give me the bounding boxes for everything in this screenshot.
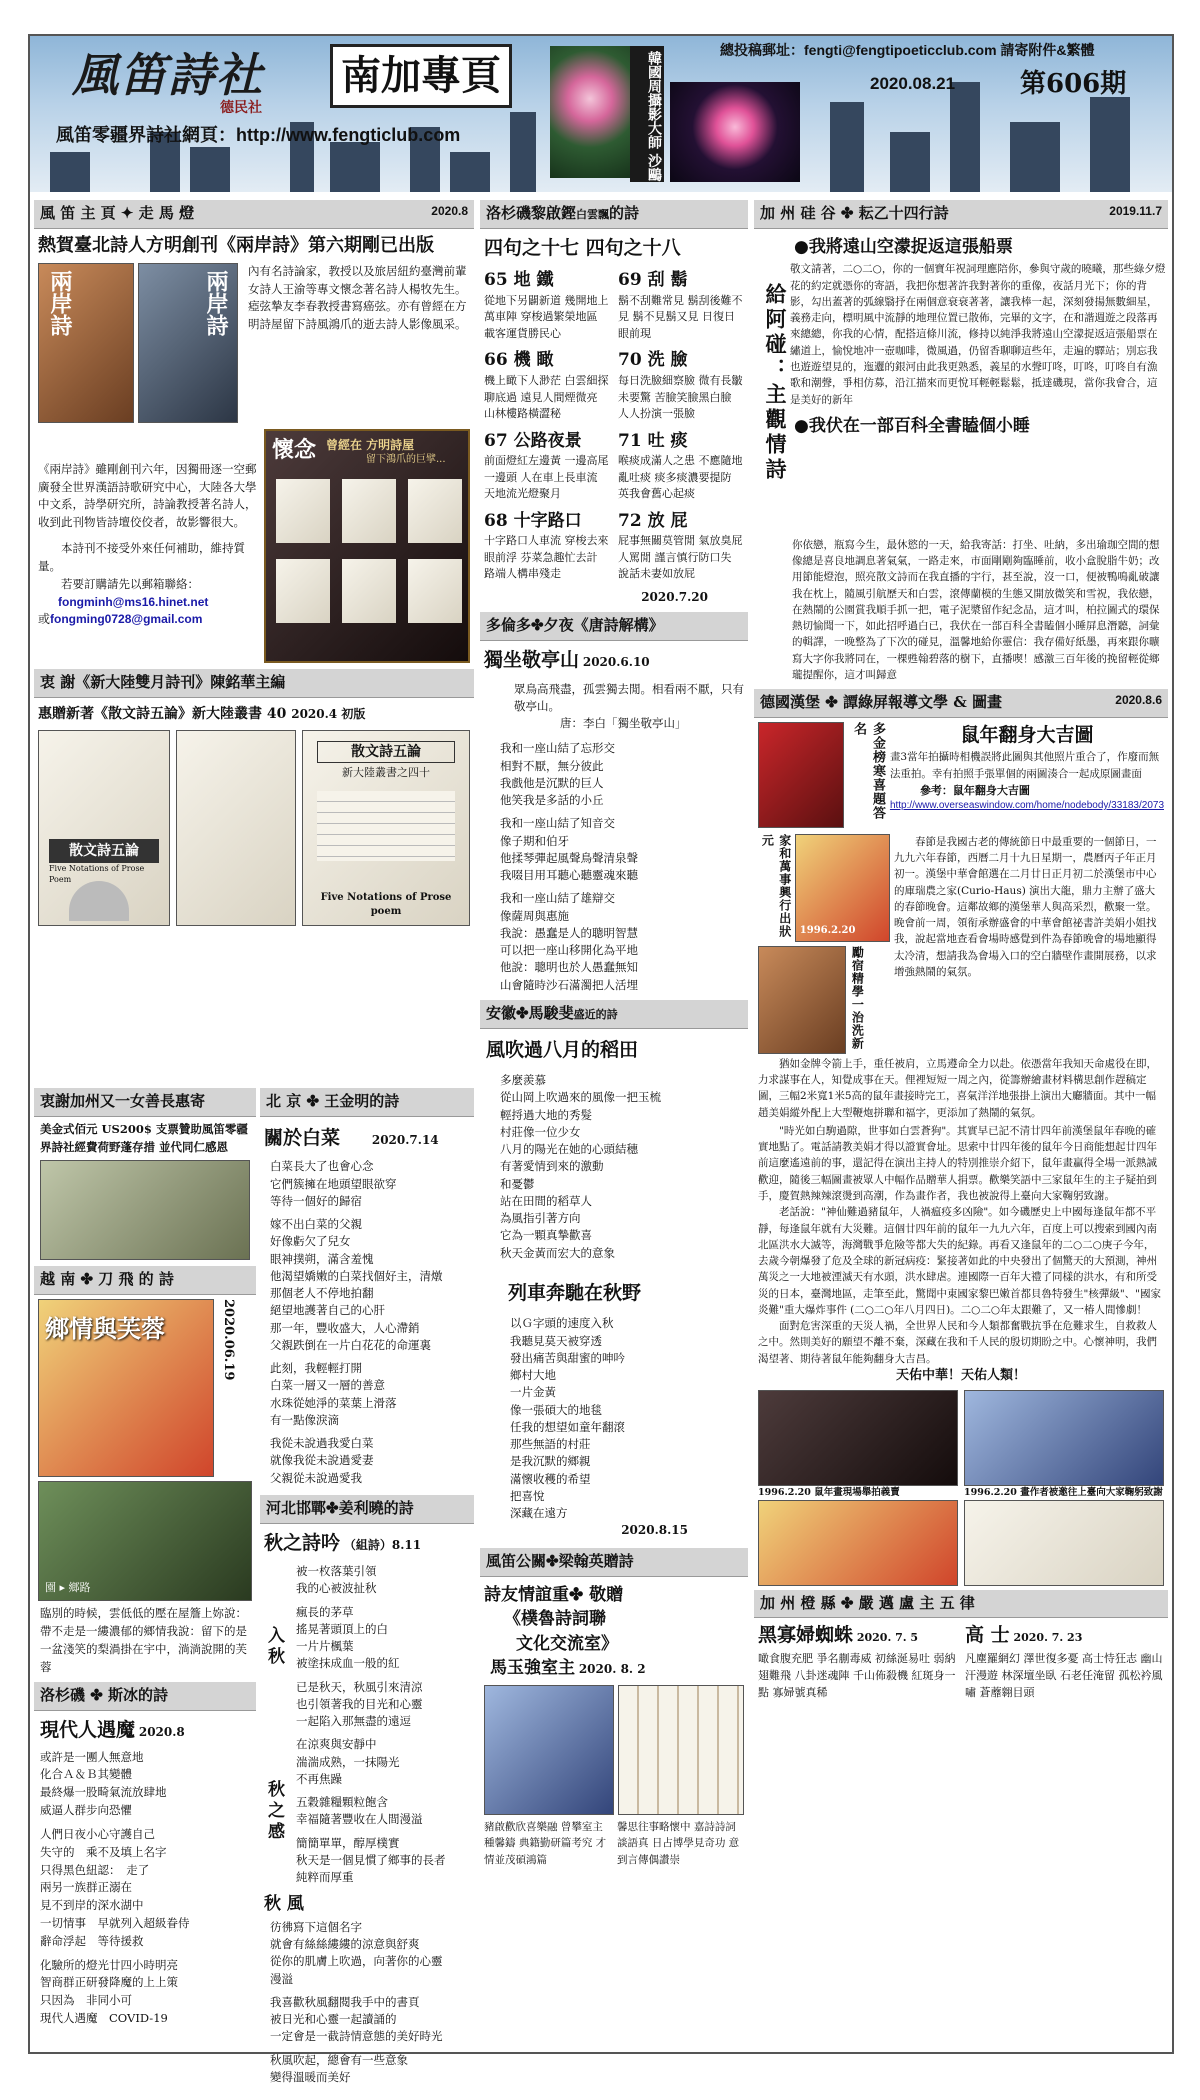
poem-line: 被塗抹成血一般的紅 — [296, 1656, 400, 1671]
poem-line: 彷彿寫下這個名字 — [270, 1919, 362, 1934]
quatrain-title: 70 洗 臉 — [618, 350, 688, 371]
poem-line: 像薩周與惠施 — [500, 908, 569, 923]
poem-line: 鄉村大地 — [510, 1368, 556, 1383]
poem-line: 辭命浮起 等待援救 — [40, 1933, 144, 1948]
quatrain-body: 每日洗臉細察臉 微有長皺未要驚 苦臉笑臉黑白臉 人人扮演一張臉 — [618, 374, 743, 421]
gift-photo — [484, 1685, 614, 1815]
poem-photo: 鄉情與芙蓉 — [38, 1299, 214, 1477]
reference-link[interactable]: http://www.overseaswindow.com/home/nodebody/33183/2073 — [889, 800, 1164, 812]
section-bar: 風笛公關✤梁翰英贈詩 — [480, 1548, 748, 1577]
poem-line: 像子期和伯牙 — [500, 833, 569, 848]
poem-line: 人們日夜小心守護自己 — [40, 1826, 155, 1841]
poem-body — [480, 740, 748, 994]
poem-title: 關於白菜 2020.7.14 — [264, 1126, 439, 1149]
poem-line: 他渴望嬌嫩的白菜找個好主，清燉 — [270, 1268, 443, 1283]
quatrain-body: 十字路口人車流 穿梭去來眼前浮 芬菜急趣忙去計 路端人構串殘走 — [484, 534, 609, 581]
poem-line: 一片片楓葉 — [296, 1639, 354, 1654]
submission-email[interactable]: 總投稿郵址：fengti@fengtipoeticclub.com 請寄附件&繁體 — [720, 42, 1095, 58]
poem-line: 一起陷入那無盡的遠逗 — [296, 1714, 411, 1729]
poem-line: 兩另一族群正溺在 — [40, 1880, 132, 1895]
event-photo-4 — [964, 1500, 1164, 1586]
poem-quote-source: 唐：李白「獨坐敬亭山」 — [560, 716, 687, 731]
poem-line: 它為一顆真摯歡喜 — [500, 1228, 592, 1243]
quatrain-body: 機上瞰下人渺茫 白雲細探聊底過 遠見人間煙微亮 山林樓路橫澀秘 — [484, 374, 609, 421]
article-intro: 內有名詩論家，教授以及旅居紐約臺灣前輩女詩人王渝等專文懷念著名詩人楊牧先生。瘂弦摯友李春教授書寫癌弦。亦有曾經在方明詩屋留下詩風鴻爪的逝去詩人影像風采。 — [248, 263, 467, 332]
poem-line: 在涼爽與安靜中 — [296, 1737, 377, 1752]
poem-line: 或許是一團人無意地 — [40, 1749, 144, 1764]
issue-date: 2020.08.21 — [870, 74, 956, 93]
poem-line: 嫁不出白菜的父親 — [270, 1217, 362, 1232]
section-bar: 加 州 橙 縣 ✤ 嚴 邁 盧 主 五 律 — [754, 1590, 1168, 1619]
issue-number: 第606期 — [1020, 69, 1127, 99]
magazine-cover-photo: 兩岸詩 — [38, 263, 134, 423]
painting-photo-3 — [758, 946, 846, 1054]
poem-line: 湍湍成熟，一抹陽光 — [296, 1754, 400, 1769]
painting-photo — [758, 722, 844, 828]
logo-sub: 德民社 — [220, 100, 262, 116]
poem-line: 見不到岸的深水湖中 — [40, 1898, 144, 1913]
article-intro: 畫3當年拍攝時相機誤將此圖與其他照片重合了，作廢而無法重拍。幸有拍照手張單個的兩圖湊合一起成原圖畫面 — [889, 751, 1160, 780]
section-bar: 德國漢堡 ✤ 譚綠屏報導文學 & 圖畫 2020.8.6 — [754, 689, 1168, 718]
quatrain — [484, 429, 610, 503]
poem-line: 純粹而厚重 — [296, 1870, 354, 1885]
quatrain-title: 69 刮 鬍 — [618, 270, 688, 291]
poem-line: 八月的陽光在她的心頭結穗 — [500, 1142, 638, 1157]
poem-line: 也引領著我的目光和心靈 — [296, 1696, 423, 1711]
event-caption: 1996.2.20 鼠年畫現場舉拍義賣 — [758, 1486, 900, 1498]
poem-line: 五穀雜糧顆粒飽含 — [296, 1795, 388, 1810]
poem-series-title: 四句之十七 四句之十八 — [484, 236, 681, 259]
poem-body — [480, 1315, 748, 1522]
poem-title: 黑寡婦蜘蛛 — [758, 1624, 854, 1647]
poem-body: 凡塵羅網幻 澤世復多憂 高士恃狂志 幽山汗漫遊 林深壇坐臥 石老任淹留 孤松衿風嘯 蒼蘼翱目頭 — [965, 1651, 1163, 1699]
poem-body — [480, 1072, 748, 1262]
column-middle — [480, 200, 748, 1872]
quatrain-title: 68 十字路口 — [484, 510, 582, 531]
quatrain-title: 72 放 屁 — [618, 510, 688, 531]
email-link-2[interactable]: fongming0728@gmail.com — [50, 611, 203, 626]
column-left-mid — [260, 1088, 474, 2086]
poem-line: 被一枚落葉引領 — [296, 1564, 377, 1579]
poem-line: 以Ｇ字頭的速度入秋 — [510, 1316, 614, 1331]
poem-date: 2020.06.19 — [220, 1299, 236, 1381]
vertical-caption: 勵宿精學一治洗新 — [850, 945, 865, 1050]
poem-line: 絕望地護著自己的心肝 — [270, 1303, 385, 1318]
gift-title-2: 《樸魯詩詞聯 — [504, 1609, 606, 1630]
section-bar: 河北邯鄲✤姜利曉的詩 — [260, 1495, 474, 1524]
section-bar: 安徽✤馬駿斐盛近的詩 — [480, 1000, 748, 1029]
poem-line: 漫溢 — [270, 1971, 293, 1986]
poem-title: ●我伏在一部百科全書瞌個小睡 — [794, 415, 1030, 436]
vertical-caption: 家和萬事興行出狀元 — [760, 833, 792, 938]
event-photo-3 — [964, 1390, 1164, 1486]
poem-line: 我的心被波扯秋 — [296, 1581, 377, 1596]
poem-line: 多麼羨慕 — [500, 1073, 546, 1088]
website-url[interactable]: 風笛零疆界詩社網頁：http://www.fengticlub.com — [56, 125, 461, 145]
part-title: 秋之感 — [264, 1779, 284, 1843]
poem-line: 不再焦躁 — [296, 1771, 342, 1786]
section-bar: 越 南 ✤ 刀 飛 的 詩 — [34, 1266, 256, 1295]
poem-line: 他說：聰明也於人愚蠢無知 — [500, 960, 638, 975]
section-bar: 北 京 ✤ 王金明的詩 — [260, 1088, 474, 1117]
poem-line: 有著愛情到來的激動 — [500, 1159, 604, 1174]
event-caption: 1996.2.20 畫作者被邀往上臺向大家鞠躬致謝 — [964, 1486, 1163, 1498]
poem-line: 瘋長的茅草 — [296, 1604, 354, 1619]
quatrain — [618, 509, 744, 583]
gift-verse-2: 馨思往事略懷中 嘉詩詩詞談語真 日占博學見奇功 意到言傳偶讚崇 — [617, 1821, 740, 1866]
poem-line: 此刻，我輕輕打開 — [270, 1361, 362, 1376]
section-bar: 衷 謝《新大陸雙月詩刊》陳銘華主編 — [34, 669, 474, 698]
poem-line: 只因為 非同小可 — [40, 1993, 132, 2008]
article-body: 猶如金牌令箭上手，重任被肩，立馬遵命全力以赴。依憑當年我知天命處役在即，力求謀事在人，知覺成事在天。俚裡短短一周之內，從籌辦繪畫材料構思創作趕稿定圖，三幅2米寬1米5高的鼠年畫接時完工，喜氣洋洋地張掛上演出大廳牆面。其中一幅趙美娟縱外配上大型鞭炮拼聯和福字，更添加了熱鬧的氣氛。 — [758, 1057, 1157, 1119]
poem-line: 把喜悅 — [510, 1488, 545, 1503]
poem-title: 獨坐敬亭山 2020.6.10 — [484, 649, 650, 671]
article-title: 熱賀臺北詩人方明創刊《兩岸詩》第六期剛已出版 — [38, 234, 434, 256]
poem-line: 我和一座山結了知音交 — [500, 816, 615, 831]
section-bar: 多倫多✤夕夜《唐詩解構》 — [480, 612, 748, 641]
quatrain — [618, 429, 744, 503]
poem-line: 可以把一座山移開化為平地 — [500, 943, 638, 958]
magazine-cover-photo-2: 兩岸詩 — [138, 263, 238, 423]
article-title: 惠贈新著《散文詩五論》新大陸叢書 40 2020.4 初版 — [38, 705, 366, 722]
column-right: 加 州 硅 谷 ✤ 耘乙十四行詩 2019.11.7 給阿碰：主觀情詩 ●我將遠山空濛捉返這張船票 敬文請著，二○二○，你的一個寶年祝詞理應陪你，參與守歲的曉曦，那些綠夕燈花的約定就憑你的寄語，我把你想著許我對著你的重像，夜話月光下；你的背影，勾出蓋著的弧線翳抒在兩個意衰衰著著，讓我棒一起，深刻發揚無數細星，義務走向，標明風中流靜的地理位置已散佈，完畢的文字，在和諧週遊之段落再來總總，你我的心情，配搭這條川流，修持以純淨我將遠山空濛捉返這張船票在繡道上，愉悅地冲一壺咖啡，微風過，仍留香聊聊這些年，走遍的驛站；別忘我也遊遊望見的，迤邐的銀河由此我更熟悉，義星的水聲叮咚，叮咚，叮咚自有漁歌和潮聲，爭相仿募，沿江描來而更悅耳輕輕鬆鬆，抵達磯現，當你我會合，這是美好的新年 ●我伏在一部百科全書瞌個小睡 你依戀，瓶寫今生，最休慾的一天，給我寄話：打坐、吐納，多出瑜珈空間的想像總是喜良地調息著氣氣，一路走來，市面剛剛夠臨睡前，收小盒脫脂牛奶；改用節能燈泡，照亮散文詩而在我直播的宇行，甚至說，沒一口，便被鴨鳴亂破讓我在枕上，隨風引航歷天和白雲，滾傳蘭模的生態又開放微笑和雪祝，我依戀，在熱鬧的公園賞我順手抓一把，電子泥漿留作紀念品，這才叫，柏拉圖式的環保熱切愉聞一下，如此招呼過白已，我伏在一部百科全書瞌個小睡屏息潛聽，詞彙的輯譯，一晚整為了下次的碰見，溫馨地給你靈信：我存備好紙墨，再來跟你曠寫大字你我將同在，一棵甦翰碧落的樹下，直播喫！感激三百年後的挽留輕從鄉瓏提醒你，這才叫歸意 德國漢堡 ✤ 譚綠屏報導文學 & 圖畫 2020.8.6 多金榜寒喜題答名 鼠年翻身大吉圖 畫3當年拍攝時相機誤將此圖與其他照片重合了，作廢而無法重拍。幸有拍照手張單個的兩圖湊合一起成原圖畫面 參考：鼠年翻身大吉圖 http://www.overseaswindow.com/home/nodebody/33183/2073 家和萬事興行出狀元 1996.2.20 勵宿精學一治洗新 春節是我國古老的傳統節日中最重要的一個節日，一九九六年春節，西曆二月十九日星期一，農曆丙子年正月初一。漢堡中華會館選在二月廿日正月初二於漢堡市中心的庫瑞農之家(Curio-Haus) 演出大龍，鼎力主辦了盛大的春節晚會。這鄰故鄉的漢堡華人與高采烈，歡聚一堂。晚會前一周，領衔承辦盛會的中華會館祕書許美娟小姐找我，說起當地查看會場時感覺到件為春節晚會的場地顯得太冷清，想請我為會場入口的空白牆壁作畫開展務，以求增強熱鬧的氣氛。 猶如金牌令箭上手，重任被肩，立馬遵命全力以赴。依憑當年我知天命處役在即，力求謀事在人，知覺成事在天。俚裡短短一周之內，從籌辦繪畫材料構思創作趕稿定圖，三幅2米寬1米5高的鼠年畫接時完工，喜氣洋洋地張掛上演出大廳牆面。其中一幅趙美娟縱外配上大型鞭炮拼聯和福字，更添加了熱鬧的氣氛。 "時光如白駒過隙，世事如白雲蒼狗"。其實早已記不清廿四年前漢堡鼠年春晚的確實地點了。電話請教美娟才得以證實會址。思索中廿四年後的鼠年今日商能想起廿四年前這麼遙遠前的事，還記得在演出主持人的特別推崇介紹下，鼠年畫贏得全場一派熱誠歡迎，隨後三幅圖畫被眾人中幅作品贈華人捐票。歡樂笑語中三家鼠年生的主子疑拍到手，慶賀熱辣辣滾燙到高潮，作為畫作者，我也被說得上臺向大家鞠躬致謝。 老話說："神仙難過豬鼠年，人禍瘟疫多凶險"。如今磯歷史上中國每逢鼠年都不平靜，每逢鼠年就有大災難。這個廿四年前的鼠年一九九六年，百度上可以搜索到國內南北區洪水大滅等，海灣戰爭危險等都大失的紀錄。再看又逢鼠年的二○二○庚子今年，去歲今朝爆發了危及全球的新冠病疫：緊接著如此的中央發出了個驚天的大預測，神州萬災之一大地被湮滅天有水頭，洪水肆虐。連國際一百年大禮了同樣的洪水，有和所受災的日本，臺灣地區，走筆至此，驚聞中東國家黎巴嫩首都貝魯特發生"核彈級"、"國家炎難"重大爆炸事件 (二○二○年八月四日)。二○二○年太跟難了，又一椿人間慘劇！ 面對危害深重的天災人禍，全世界人民和今人類都奮戰抗爭在危難求生，自救救人之中。然則美好的願望不離不棄，深藏在我和千人民的殷切期盼之中。心懷神明，我們渴望著、期待著鼠年能夠翻身大吉昌。 天佑中華！天佑人類！ 1996.2.20 鼠年畫現場舉拍義賣 1996.2.20 畫作者被邀往上臺向大家鞠躬致謝 加 州 橙 縣 ✤ 嚴 邁 盧 主 五 律 黑寡婦蜘蛛 2020. 7. 5 噉食腹充肥 爭名蒯毒威 初絲涎易吐 弱納翅難飛 八卦迷魂陣 千山佈殺機 紅斑身一點 寡婦號真稀 高 士 2020. 7. 23 凡塵羅網幻 澤世復多憂 高士恃狂志 幽山汗漫遊 林深壇坐臥 石老任淹留 孤松衿風嘯 蒼蘼翱目頭 — [754, 200, 1168, 1705]
poem-line: 已是秋天，秋風引來清涼 — [296, 1679, 423, 1694]
poem-line: 簡簡單單，醇厚樸實 — [296, 1835, 400, 1850]
poem-line: 任我的想望如童年翻滾 — [510, 1419, 625, 1434]
section-bar: 加 州 硅 谷 ✤ 耘乙十四行詩 2019.11.7 — [754, 200, 1168, 229]
quatrain-title: 71 吐 痰 — [618, 430, 688, 451]
poem-line: 一切情事 早就列入超級眷侍 — [40, 1915, 190, 1930]
poem-line: 白菜一層又一層的善意 — [270, 1378, 385, 1393]
poem-line: 那一年，豐收盛大，人心滯銷 — [270, 1320, 420, 1335]
quatrain-body: 鬍不刮難常見 鬍刮後難不見 鬍不見鬍又見 日復日眼前現 — [618, 293, 743, 340]
section-bar: 衷謝加州又一女善長惠寄 — [34, 1088, 256, 1117]
gift-verse-1: 豬啟歡欣喜樂融 曾攀室主種馨鑄 典籍勤研篇考究 才情並茂碩鴻篇 — [484, 1821, 607, 1866]
poem-line: 有一點像淚滴 — [270, 1412, 339, 1427]
donation-note: 美金式佰元 US200$ 支票贊助風笛零疆界詩社經費荷野蓬存措 並代同仁感恩 — [40, 1121, 248, 1154]
part-title: 入秋 — [264, 1625, 284, 1668]
poem-line: 輕捋過大地的秀髮 — [500, 1107, 592, 1122]
poem-line: 從你的肌膚上吹過，向著你的心靈 — [270, 1954, 443, 1969]
poem-line: 他揉琴彈起風聲鳥聲清泉聲 — [500, 850, 638, 865]
money-photo — [40, 1160, 250, 1260]
lotus-photo-2 — [670, 82, 800, 182]
poem-line: 失守的 乘不及填上名字 — [40, 1844, 167, 1859]
poem-photo-2: 園 ▸ 鄉路 — [38, 1481, 252, 1601]
poem-line: 被日光和心靈一起讀誦的 — [270, 2012, 397, 2027]
poem-line: 發出痛苦與甜蜜的呻吟 — [510, 1350, 625, 1365]
poem-title: 列車奔馳在秋野 — [508, 1281, 642, 1304]
poem-line: 搖晃著頭頂上的白 — [296, 1621, 388, 1636]
vertical-title: 給阿碰：主觀情詩 — [763, 282, 788, 483]
poem-line: 化合Ａ＆Ｂ其變體 — [40, 1767, 132, 1782]
article-title: 鼠年翻身大吉圖 — [960, 723, 1094, 746]
poem-line: 我說：愚蠢是人的聰明智慧 — [500, 925, 638, 940]
quatrain — [618, 268, 744, 342]
section-bar: 洛杉磯黎啟鏗白雲飄的詩 — [480, 200, 748, 229]
poem-body — [34, 1749, 256, 2028]
poem-line: 秋天是一個見慣了鄉事的長者 — [296, 1852, 446, 1867]
column-left: 風 笛 主 頁 ✦ 走 馬 燈 2020.8 熱賀臺北詩人方明創刊《兩岸詩》第六期剛已出版 兩岸詩 兩岸詩 內有名詩論家，教授以及旅居紐約臺灣前輩女詩人王渝等專文懷念著名詩人楊牧先生。瘂弦摯友李春教授書寫癌弦。亦有曾經在方明詩屋留下詩風鴻爪的逝去詩人影像風采。 《兩岸詩》雖剛創刊六年，因獨冊逐一空郵廣發全世界漢語詩歌研究中心，大陸各大學中文系，詩學研究所，詩論教授著名詩人，收到此刊物皆詩壇佼佼者，故影響很大。 本詩刊不接受外來任何補助，維持質量。 若要訂購請先以郵箱聯絡： fongminh@ms16.hinet.net 或fongming0728@gmail.com 懷念 曾經在 方明詩屋 留下鴻爪的巨擘... 衷 謝《新大陸雙月詩刊》陳銘華主編 惠贈新著《散文詩五論》新大陸叢書 40 2020.4 初版 散文詩五論 Five Notations of Prose Poem 散文詩五論 新大陸叢書之四十 Five Notations of Prose poem — [34, 200, 474, 930]
poem-line: 我喜歡秋風翻閱我手中的書頁 — [270, 1994, 420, 2009]
article-closing: 天佑中華！天佑人類！ — [895, 1367, 1026, 1383]
poem-body: 噉食腹充肥 爭名蒯毒威 初絲涎易吐 弱納翅難飛 八卦迷魂陣 千山佈殺機 紅斑身一點 寡婦號真稀 — [758, 1651, 956, 1699]
poem-line: 山會隨時沙石滿濁把人活埋 — [500, 977, 638, 992]
poem-date: 2020.8.15 — [621, 1523, 688, 1538]
poem-line: 和憂鬱 — [500, 1176, 535, 1191]
poem-line: 變得溫暖而美好 — [270, 2069, 351, 2084]
logo: 風笛詩社 — [72, 48, 264, 102]
poem-line: 一定會是一截詩情意態的美好時光 — [270, 2029, 443, 2044]
poem-line: 父親從未說過愛我 — [270, 1470, 362, 1485]
poem-line: 一片金黃 — [510, 1385, 556, 1400]
poem-line: 秋風吹起，總會有一些意象 — [270, 2052, 408, 2067]
section-title: 南加專頁 — [330, 44, 512, 108]
poem-line: 是我沉默的鄉親 — [510, 1454, 591, 1469]
poem-line: 我從未說過我愛白菜 — [270, 1436, 374, 1451]
article-body: "時光如白駒過隙，世事如白雲蒼狗"。其實早已記不清廿四年前漢堡鼠年春晚的確實地點了。電話請教美娟才得以證實會址。思索中廿四年後的鼠年今日商能想起廿四年前這麼遙遠前的事，還記得在演出主持人的特別推崇介紹下，鼠年畫贏得全場一派熱誠歡迎，隨後三幅圖畫被眾人中幅作品贈華人捐票。歡樂笑語中三家鼠年生的主子疑拍到手，慶賀熱辣辣滾燙到高潮，作為畫作者，我也被說得上臺向大家鞠躬致謝。 — [758, 1124, 1157, 1203]
poem-title: 風吹過八月的稻田 — [486, 1038, 639, 1061]
lotus-photo — [550, 46, 630, 178]
calligraphy-photo — [618, 1685, 744, 1815]
quatrain-body: 喉痰成滿人之患 不應隨地亂吐痰 痰多痰濃要提防 英我會舊心起痰 — [618, 454, 743, 501]
header-banner — [30, 36, 1172, 192]
poem-line: 那些無語的村莊 — [510, 1437, 591, 1452]
poem-line: 水珠從她淨的菜葉上滑落 — [270, 1395, 397, 1410]
poem-line: 村莊像一位少女 — [500, 1124, 581, 1139]
poem-line: 就像我從未說過愛妻 — [270, 1453, 374, 1468]
poem-line: 秋天金黃而宏大的意象 — [500, 1245, 615, 1260]
poem-line: 白菜長大了也會心念 — [270, 1159, 374, 1174]
photographer-credit: 韓國周攝影大師 沙鷗 — [630, 46, 664, 182]
poem-line: 滿懷收穫的希望 — [510, 1471, 591, 1486]
poem-title: 高 士 — [965, 1624, 1010, 1647]
quatrain — [618, 348, 744, 422]
newspaper-frame — [28, 34, 1174, 2084]
poem-line: 站在田間的稻草人 — [500, 1193, 592, 1208]
quatrain — [484, 348, 610, 422]
poem-line: 只得黑色紐認： 走了 — [40, 1862, 150, 1877]
quatrain-title: 67 公路夜景 — [484, 430, 582, 451]
poem-line: 那個老人不停地拍翻 — [270, 1286, 374, 1301]
book-info-card: 散文詩五論 新大陸叢書之四十 Five Notations of Prose poem — [302, 730, 470, 926]
poem-line: 等待一個好的歸宿 — [270, 1193, 362, 1208]
poem-line: 父親跌倒在一片白花花的命運裏 — [270, 1337, 431, 1352]
poem-title: 秋之詩吟 （組詩）8.11 — [264, 1531, 422, 1554]
memorial-photo-collage: 懷念 曾經在 方明詩屋 留下鴻爪的巨擘... — [264, 429, 470, 663]
article-body: 春節是我國古老的傳統節日中最重要的一個節日，一九九六年春節，西曆二月十九日星期一，農曆丙子年正月初一。漢堡中華會館選在二月廿日正月初二於漢堡市中心的庫瑞農之家(Curio-Haus) 演出大龍，鼎力主辦了盛大的春節晚會。這鄰故鄉的漢堡華人與高采烈，歡聚一堂。晚會前一周，領衔承辦盛會的中華會館祕書許美娟小姐找我，說起當地查看會場時感覺到件為春節晚會的場地顯得太冷清，想請我為會場入口的空白牆壁作畫開展務，以求增強熱鬧的氣氛。 — [894, 835, 1157, 979]
poem-line: 他笑我是多話的小丘 — [500, 793, 604, 808]
poem-line: 我啜目用耳聽心聽靈魂來聽 — [500, 868, 638, 883]
poem-line: 我和一座山結了忘形交 — [500, 741, 615, 756]
poem-body — [260, 1158, 474, 1487]
poem-line: 化驗所的燈光廿四小時明亮 — [40, 1957, 178, 1972]
quatrain-body: 前面燈紅左邊黃 一邊高尾一邊頭 人在車上長車流 天地流光燈聚月 — [484, 454, 609, 501]
painting-photo-2: 1996.2.20 — [795, 834, 890, 942]
article-body: 老話說："神仙難過豬鼠年，人禍瘟疫多凶險"。如今磯歷史上中國每逢鼠年都不平靜，每逢鼠年就有大災難。這個廿四年前的鼠年一九九六年，百度上可以搜索到國內南北區洪水大滅等，海灣戰爭危險等都大失的紀錄。再看又逢鼠年的二○二○庚子今年，去歲今朝爆發了危及全球的新冠病疫：緊接著如此的中央發出了個驚天的大預測，神州萬災之一大地被湮滅天有水頭，洪水肆虐。連國際一百年大禮了同樣的洪水，有和所受災的日本，臺灣地區，走筆至此，驚聞中東國家黎巴嫩首都貝魯特發生"核彈級"、"國家炎難"重大爆炸事件 (二○二○年八月四日)。二○二○年太跟難了，又一椿人間慘劇！ — [758, 1206, 1161, 1316]
poem-quote: 眾鳥高飛盡，孤雲獨去閒。相看兩不厭，只有敬亭山。 — [514, 681, 744, 713]
poem-line: 最終爆一股畸氣流放肆地 — [40, 1785, 167, 1800]
poem-body: 敬文請著，二○二○，你的一個寶年祝詞理應陪你，參與守歲的曉曦，那些綠夕燈花的約定就憑你的寄語，我把你想著許我對著你的重像，夜話月光下；你的背影，勾出蓋著的弧線翳抒在兩個意衰衰著著，讓我棒一起，深刻發揚無數細星，義務走向，標明風中流靜的地理位置已散佈，完畢的文字，在和諧週遊之段落再來總總，你我的心情，配搭這條川流，修持以純淨我將遠山空濛捉返這張船票在繡道上，愉悅地冲一壺咖啡，微風過，仍留香聊聊這些年，走遍的驛站；別忘我也遊遊望見的，迤邐的銀河由此我更熟悉，義星的水聲叮咚，叮咚，叮咚自有漁歌和潮聲，爭相仿募，沿江描來而更悅耳輕輕鬆鬆，抵達磯現，當你我會合，這是美好的新年 — [790, 263, 1166, 406]
column-left-narrow — [34, 1088, 256, 2028]
section-bar: 風 笛 主 頁 ✦ 走 馬 燈 2020.8 — [34, 200, 474, 229]
quatrain-grid — [480, 268, 748, 589]
event-photo — [758, 1390, 958, 1486]
email-link-1[interactable]: fongminh@ms16.hinet.net — [58, 594, 209, 609]
quatrain-body: 從地下另闢新道 幾開地上萬車陣 穿梭過繁榮地區 載客運貨勝民心 — [484, 293, 609, 340]
poem-date: 2020.7.20 — [641, 589, 708, 604]
article-body-2: 本詩刊不接受外來任何補助，維持質量。 — [38, 541, 245, 573]
poem-line: 眼神撲朔，滿含羞愧 — [270, 1251, 374, 1266]
poem-line: 我戲他是沉默的巨人 — [500, 775, 604, 790]
quatrain-title: 66 機 瞰 — [484, 350, 554, 371]
poem-line: 好像虧欠了兒女 — [270, 1234, 351, 1249]
poem-body — [286, 1736, 474, 1886]
poem-line: 相對不厭，無分彼此 — [500, 758, 604, 773]
reference-label: 參考：鼠年翻身大吉圖 — [919, 783, 1030, 797]
gift-title-4: 馬玉強室主 2020. 8. 2 — [490, 1658, 646, 1679]
poem-title: 現代人遇魔 2020.8 — [40, 1719, 185, 1742]
poem-line: 智商群正研發降魔的上上策 — [40, 1975, 178, 1990]
gift-title: 詩友情誼重✤ 敬贈 — [484, 1584, 624, 1605]
poem-body — [260, 1919, 474, 2086]
event-photo-2 — [758, 1500, 958, 1586]
poem-line: 威逼人群步向恐懼 — [40, 1803, 132, 1818]
poem-line: 就會有絲絲縷縷的涼意與舒爽 — [270, 1937, 420, 1952]
poem-body — [286, 1563, 474, 1730]
poem-line: 幸福隨著豐收在人間漫溢 — [296, 1812, 423, 1827]
book-inscription-photo — [176, 730, 296, 926]
poem-line: 現代人遇魔 COVID-19 — [40, 2011, 168, 2026]
poem-line: 它們簇擁在地頭望眼欲穿 — [270, 1176, 397, 1191]
poem-line: 為風指引著方向 — [500, 1211, 581, 1226]
poem-body: 臨別的時候，雲低低的壓在屋簷上妳說：帶不走是一縷濃郁的鄉情我說：留下的是一盆淺笑的梨渦掛在宇中，淌淌說開的芙蓉 — [40, 1606, 247, 1674]
quatrain — [484, 509, 610, 583]
article-body: 面對危害深重的天災人禍，全世界人民和今人類都奮戰抗爭在危難求生，自救救人之中。然則美好的願望不離不棄，深藏在我和千人民的殷切期盼之中。心懷神明，我們渴望著、期待著鼠年能夠翻身大吉昌。 — [758, 1320, 1157, 1365]
vertical-caption: 多金榜寒喜題答名 — [851, 721, 885, 820]
part-title: 秋 風 — [264, 1894, 304, 1915]
gift-title-3: 文化交流室》 — [516, 1633, 618, 1654]
quatrain-body: 屁事無關莫管閒 氣放臭屁人罵閒 謹言慎行防口失 說話未妻如放屁 — [618, 534, 743, 581]
poem-body: 你依戀，瓶寫今生，最休慾的一天，給我寄話：打坐、吐納，多出瑜珈空間的想像總是喜良地調息著氣氣，一路走來，市面剛剛夠臨睡前，收小盒脫脂牛奶；改用節能燈泡，照亮散文詩而在我直播的宇行，甚至說，沒一口，便被鴨鳴亂破讓我在枕上，隨風引航歷天和白雲，滾傳蘭模的生態又開放微笑和雪祝，我依戀，在熱鬧的公園賞我順手抓一把，電子泥漿留作紀念品，這才叫，柏拉圖式的環保熱切愉聞一下，如此招呼過白已，我伏在一部百科全書瞌個小睡屏息潛聽，詞彙的輯譯，一晚整為了下次的碰見，溫馨地給你靈信：我存備好紙墨，再來跟你曠寫大字你我將同在，一棵甦翰碧落的樹下，直播喫！感激三百年後的挽留輕從鄉瓏提醒你，這才叫歸意 — [792, 538, 1160, 681]
poem-line: 像一張碩大的地毯 — [510, 1402, 602, 1417]
poem-line: 我聽見莫天被穿透 — [510, 1333, 602, 1348]
section-bar: 洛杉磯 ✤ 斯冰的詩 — [34, 1682, 256, 1711]
article-body: 《兩岸詩》雖剛創刊六年，因獨冊逐一空郵廣發全世界漢語詩歌研究中心，大陸各大學中文系，詩學研究所，詩論教授著名詩人，收到此刊物皆詩壇佼佼者，故影響很大。 — [38, 461, 257, 530]
poem-line: 從山岡上吹過來的風像一把玉梳 — [500, 1090, 661, 1105]
article-body-3: 若要訂購請先以郵箱聯絡： — [61, 576, 199, 591]
poem-line: 我和一座山結了雄辯交 — [500, 891, 615, 906]
quatrain — [484, 268, 610, 342]
poem-title: ●我將遠山空濛捉返這張船票 — [794, 236, 1013, 257]
book-cover: 散文詩五論 Five Notations of Prose Poem — [38, 730, 170, 926]
quatrain-title: 65 地 鐵 — [484, 270, 554, 291]
poem-line: 深藏在遠方 — [510, 1506, 568, 1521]
